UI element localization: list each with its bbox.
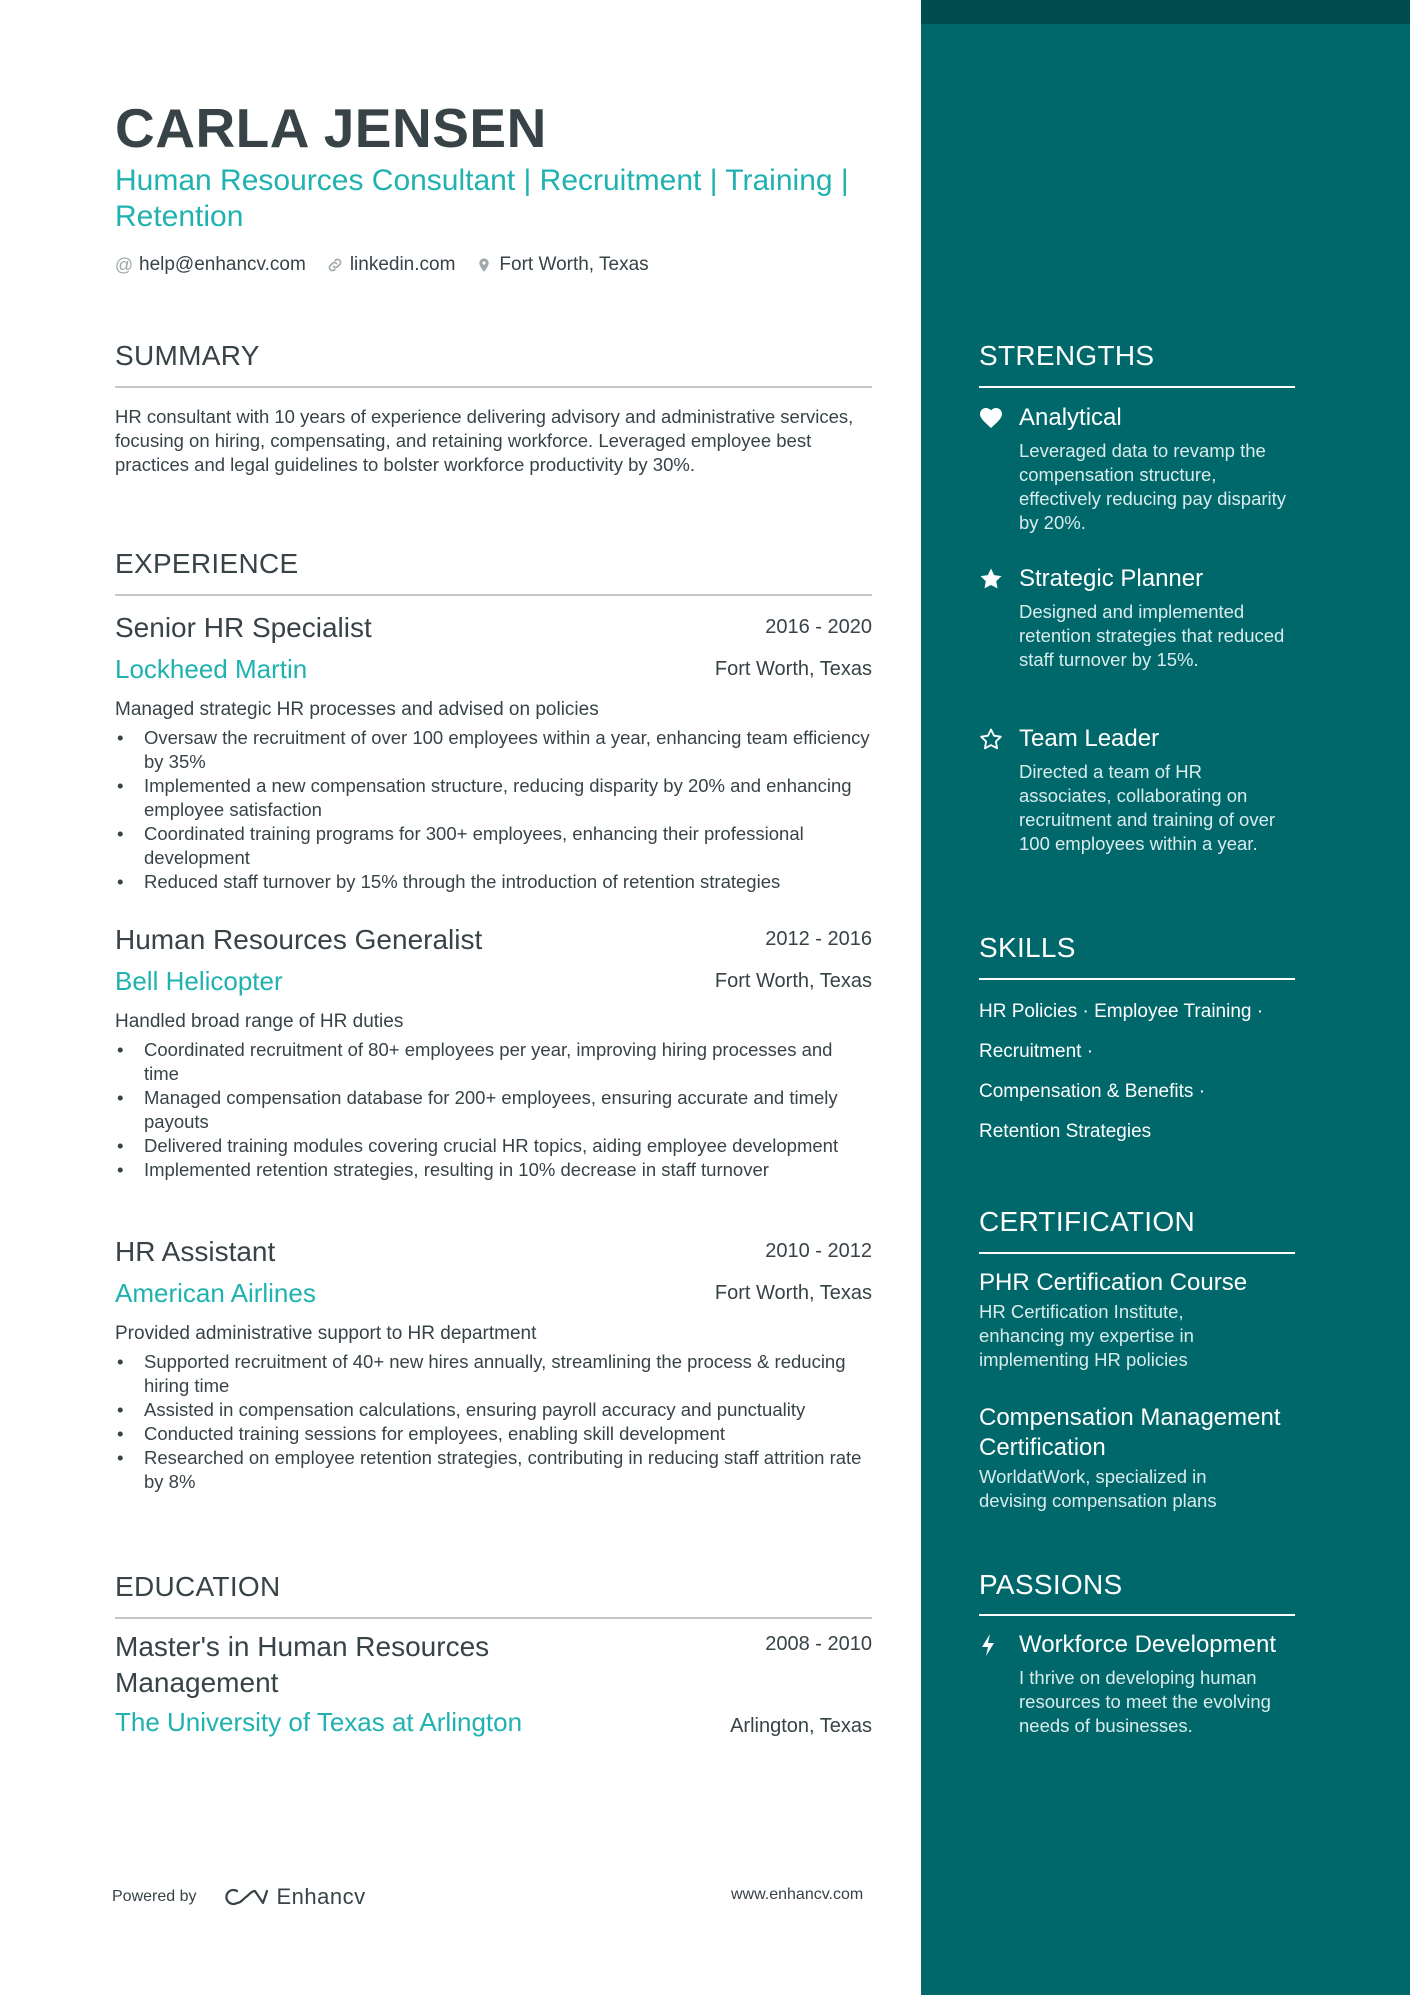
lightning-bolt-icon bbox=[979, 1630, 1019, 1660]
job-bullet: • Conducted training sessions for employees, enabling skill development bbox=[115, 1422, 872, 1446]
skills-list bbox=[979, 992, 1279, 1152]
experience-heading: EXPERIENCE bbox=[115, 548, 299, 579]
certification-title: Compensation Management Certification bbox=[979, 1404, 1281, 1461]
job-bullet: • Implemented a new compensation structure, reducing disparity by 20% and enhancing employee satisfaction bbox=[115, 774, 872, 822]
job-description: Managed strategic HR processes and advised on policies bbox=[115, 699, 599, 720]
job-bullet: • Oversaw the recruitment of over 100 employees within a year, enhancing team efficiency by 35% bbox=[115, 726, 872, 774]
certification-heading: CERTIFICATION bbox=[979, 1206, 1195, 1237]
skills-row bbox=[979, 1112, 1279, 1152]
education-divider bbox=[115, 1617, 872, 1619]
job-bullet: • Researched on employee retention strategies, contributing in reducing staff attrition rate by 8% bbox=[115, 1446, 872, 1494]
job-location: Fort Worth, Texas bbox=[714, 1282, 872, 1304]
summary-heading: SUMMARY bbox=[115, 340, 260, 371]
strength-item bbox=[979, 564, 1299, 672]
star-outline-icon bbox=[979, 724, 1019, 754]
contact-location bbox=[475, 254, 648, 276]
skills-heading: SKILLS bbox=[979, 932, 1076, 963]
education-heading: EDUCATION bbox=[115, 1571, 281, 1602]
certification-title: PHR Certification Course bbox=[979, 1269, 1248, 1296]
job-bullet: • Delivered training modules covering crucial HR topics, aiding employee development bbox=[115, 1134, 872, 1158]
job-entry bbox=[115, 612, 872, 894]
education-entry bbox=[115, 1629, 872, 1738]
footer-url[interactable]: www.enhancv.com bbox=[731, 1886, 864, 1903]
strength-item bbox=[979, 724, 1299, 856]
job-bullets bbox=[115, 1038, 872, 1182]
powered-by bbox=[112, 1884, 366, 1910]
candidate-name: CARLA JENSEN bbox=[115, 97, 547, 159]
skill-separator: · bbox=[1256, 1001, 1264, 1022]
strength-description: Designed and implemented retention strategies that reduced staff turnover by 15%. bbox=[1019, 601, 1285, 670]
job-description: Provided administrative support to HR department bbox=[115, 1323, 537, 1344]
job-dates: 2016 - 2020 bbox=[765, 616, 872, 638]
contact-linkedin-text: linkedin.com bbox=[349, 254, 456, 275]
certification-item bbox=[979, 1403, 1299, 1513]
sidebar-top-band bbox=[921, 0, 1410, 24]
job-entry bbox=[115, 1236, 872, 1494]
enhancv-logo[interactable] bbox=[223, 1884, 366, 1910]
job-location: Fort Worth, Texas bbox=[714, 658, 872, 680]
passion-description: I thrive on developing human resources to meet the evolving needs of businesses. bbox=[1019, 1667, 1271, 1736]
passion-title: Workforce Development bbox=[1019, 1631, 1276, 1658]
passions-heading: PASSIONS bbox=[979, 1569, 1123, 1600]
enhancv-logo-icon bbox=[223, 1885, 269, 1909]
powered-by-label: Powered by bbox=[112, 1888, 197, 1905]
contact-email-text: help@enhancv.com bbox=[139, 254, 306, 275]
job-title: Human Resources Generalist bbox=[115, 924, 483, 955]
skill-separator: · bbox=[1198, 1081, 1206, 1102]
experience-divider bbox=[115, 594, 872, 596]
job-bullet: • Coordinated recruitment of 80+ employees per year, improving hiring processes and time bbox=[115, 1038, 872, 1086]
job-description: Handled broad range of HR duties bbox=[115, 1011, 404, 1032]
job-entry bbox=[115, 924, 872, 1182]
enhancv-brand-text: Enhancv bbox=[276, 1884, 366, 1909]
skill-separator: · bbox=[1086, 1041, 1094, 1062]
skill-separator: · bbox=[1082, 1001, 1089, 1022]
degree-title: Master's in Human Resources Management bbox=[115, 1631, 490, 1698]
certification-description: HR Certification Institute, enhancing my expertise in implementing HR policies bbox=[979, 1301, 1194, 1370]
certification-description: WorldatWork, specialized in devising compensation plans bbox=[979, 1466, 1217, 1511]
company-name: American Airlines bbox=[115, 1278, 316, 1308]
job-bullet: • Supported recruitment of 40+ new hires annually, streamlining the process & reducing hiring time bbox=[115, 1350, 872, 1398]
star-filled-icon bbox=[979, 564, 1019, 594]
job-bullets bbox=[115, 1350, 872, 1494]
strength-description: Leveraged data to revamp the compensation structure, effectively reducing pay disparity by 20%. bbox=[1019, 440, 1287, 533]
strength-description: Directed a team of HR associates, collaborating on recruitment and training of over 100 employees within a year. bbox=[1019, 761, 1276, 854]
job-title: Senior HR Specialist bbox=[115, 612, 372, 643]
job-bullet: • Reduced staff turnover by 15% through the introduction of retention strategies bbox=[115, 870, 872, 894]
link-icon bbox=[326, 256, 344, 274]
skill-tag: HR Policies bbox=[979, 1001, 1078, 1022]
job-title: HR Assistant bbox=[115, 1236, 276, 1267]
job-bullet: • Managed compensation database for 200+ employees, ensuring accurate and timely payouts bbox=[115, 1086, 872, 1134]
strength-item bbox=[979, 403, 1299, 535]
job-location: Fort Worth, Texas bbox=[714, 970, 872, 992]
strengths-divider bbox=[979, 386, 1295, 388]
contact-linkedin[interactable] bbox=[326, 254, 456, 276]
skill-tag: Compensation & Benefits bbox=[979, 1081, 1194, 1102]
education-dates: 2008 - 2010 bbox=[765, 1633, 872, 1655]
skills-row bbox=[979, 1032, 1279, 1072]
location-pin-icon bbox=[475, 256, 493, 274]
skills-row bbox=[979, 992, 1279, 1032]
skill-tag: Employee Training bbox=[1094, 1001, 1252, 1022]
job-dates: 2010 - 2012 bbox=[765, 1240, 872, 1262]
certification-divider bbox=[979, 1252, 1295, 1254]
summary-text: HR consultant with 10 years of experience delivering advisory and administrative services, focusing on hiring, compensating, and retaining workforce. Leveraged employee best practices and legal guidelines to bolster workforce productivity by 30%. bbox=[115, 406, 854, 475]
skills-row bbox=[979, 1072, 1279, 1112]
contact-location-text: Fort Worth, Texas bbox=[499, 254, 649, 275]
company-name: Lockheed Martin bbox=[115, 654, 308, 684]
job-bullet: • Implemented retention strategies, resulting in 10% decrease in staff turnover bbox=[115, 1158, 872, 1182]
sidebar bbox=[921, 0, 1410, 1995]
job-dates: 2012 - 2016 bbox=[765, 928, 872, 950]
candidate-tagline: Human Resources Consultant | Recruitment | Training | Retention bbox=[115, 164, 849, 233]
skills-divider bbox=[979, 978, 1295, 980]
skill-tag: Recruitment bbox=[979, 1041, 1082, 1062]
company-name: Bell Helicopter bbox=[115, 966, 283, 996]
passions-divider bbox=[979, 1614, 1295, 1616]
strength-title: Strategic Planner bbox=[1019, 565, 1204, 592]
at-icon: @ bbox=[114, 254, 134, 275]
passion-item bbox=[979, 1630, 1299, 1738]
contact-email[interactable] bbox=[115, 254, 306, 276]
heart-icon bbox=[979, 403, 1019, 433]
summary-divider bbox=[115, 386, 872, 388]
strengths-heading: STRENGTHS bbox=[979, 340, 1155, 371]
certification-item bbox=[979, 1268, 1299, 1372]
education-location: Arlington, Texas bbox=[730, 1715, 872, 1737]
strength-title: Team Leader bbox=[1019, 725, 1160, 752]
strength-title: Analytical bbox=[1019, 404, 1122, 431]
job-bullet: • Assisted in compensation calculations, ensuring payroll accuracy and punctuality bbox=[115, 1398, 872, 1422]
job-bullets bbox=[115, 726, 872, 894]
contact-list bbox=[115, 254, 649, 276]
school-name: The University of Texas at Arlington bbox=[115, 1707, 523, 1737]
skill-tag: Retention Strategies bbox=[979, 1121, 1152, 1142]
job-bullet: • Coordinated training programs for 300+ employees, enhancing their professional development bbox=[115, 822, 872, 870]
